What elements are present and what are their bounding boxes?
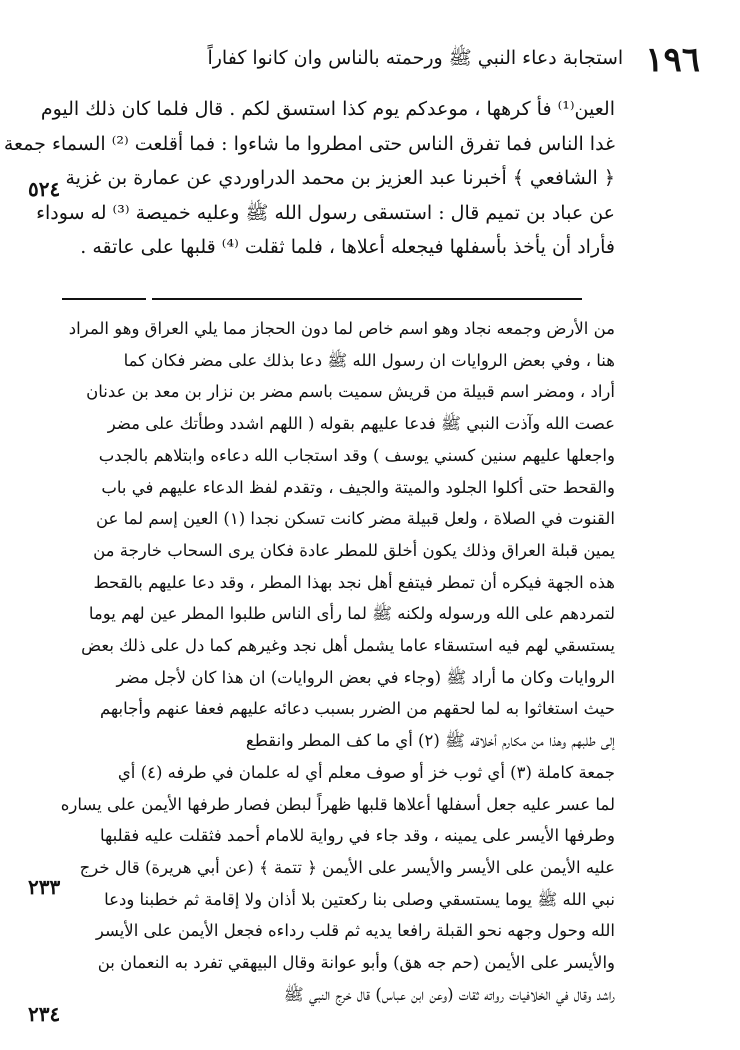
main-line: غدا الناس فما تفرق الناس حتى امطروا ما شاءوا : فما أقلعت ⁽²⁾ السماء جمعة (3, 132, 615, 155)
note-line: لما عسر عليه جعل أسفلها أعلاها قلبها ظهراً لبطن فصار طرفها الأيمن على يساره (60, 794, 615, 814)
note-number: ٢٣٤ (28, 1002, 61, 1026)
commentary-notes (60, 313, 615, 1010)
note-line: حيث استغاثوا به لما لحقهم من الضرر بسبب دعائه عليهم فعفا عنهم وأجابهم (99, 699, 615, 719)
note-line: وطرفها الأيسر على يمينه ، وقد جاء في رواية للامام أحمد فثقلت عليه فقلبها (100, 826, 615, 846)
note-line: القنوت في الصلاة ، ولعل قبيلة مضر كانت تسكن نجدا (١) العين إسم لما عن (95, 509, 615, 529)
main-line: ﴿ الشافعي ﴾ أخبرنا عبد العزيز بن محمد الدراوردي عن عمارة بن غزية (65, 167, 615, 189)
note-line: راشد وقال في الخلافيات رواته ثقات (وعن ابن عباس) قال خرج النبي ﷺ (283, 984, 615, 1004)
note-line: والقحط حتى أكلوا الجلود والميتة والجيف ، وتقدم لفظ الدعاء عليهم في باب (101, 477, 615, 497)
note-line: والأيسر على الأيمن (حم جه هق) وأبو عوانة وقال البيهقي تفرد به النعمان بن (97, 953, 615, 973)
note-line: أراد ، ومضر اسم قبيلة من قريش سميت باسم مضر بن نزار بن معد بن عدنان (86, 382, 615, 402)
note-line: من الأرض وجمعه نجاد وهو اسم خاص لما دون الحجاز مما يلي العراق وهو المراد (68, 319, 615, 338)
footnote-separator (62, 298, 582, 302)
main-line: فأراد أن يأخذ بأسفلها فيجعله أعلاها ، فلما ثقلت ⁽⁴⁾ قلبها على عاتقه . (80, 236, 615, 258)
note-line: عليه الأيمن على الأيسر والأيسر على الأيمن ﴿ تتمة ﴾ (عن أبي هريرة) قال خرج (79, 857, 615, 877)
note-line: لتمردهم على الله ورسوله ولكنه ﷺ لما رأى الناس طلبوا المطر عين لهم يوما (88, 604, 615, 624)
note-line: الروايات وكان ما أراد ﷺ (وجاء في بعض الروايات) ان هذا كان لأجل مضر (116, 667, 615, 687)
hadith-number: ٥٢٤ (28, 177, 61, 201)
separator-rule (152, 298, 582, 300)
note-line: هنا ، وفي بعض الروايات ان رسول الله ﷺ دعا بذلك على مضر فكان كما (123, 350, 615, 370)
running-header (80, 38, 700, 82)
note-line: واجعلها عليهم سنين كسني يوسف ) وقد استجاب الله دعاءه وابتلاهم بالجدب (98, 445, 615, 465)
note-line: عصت الله وآذت النبي ﷺ فدعا عليهم بقوله ( اللهم اشدد وطأتك على مضر (107, 414, 615, 434)
note-line: نبي الله ﷺ يوما يستسقي وصلى بنا ركعتين بلا أذان ولا إقامة ثم خطبنا ودعا (104, 889, 615, 909)
note-line: يستسقي لهم فيه استسقاء عاما يشمل أهل نجد وغيرهم كما دل على ذلك بعض (81, 636, 615, 656)
note-line: هذه الجهة فيكره أن تمطر فيتفع أهل نجد بهذا المطر ، وقد دعا عليهم بالقحط (93, 572, 615, 592)
page-number: ١٩٦ (645, 40, 700, 80)
note-line: يمين قبلة العراق وذلك يكون أخلق للمطر عادة فكان يرى السحاب خارجة من (93, 540, 615, 560)
note-line: الله وحول وجهه نحو القبلة رافعا يديه ثم قلب رداءه فجعل الأيمن على الأيسر (95, 921, 615, 941)
note-line: جمعة كاملة (٣) أي ثوب خز أو صوف معلم أي له علمان في طرفه (٤) أي (117, 762, 615, 782)
running-title: استجابة دعاء النبي ﷺ ورحمته بالناس وان كانوا كفاراً (207, 47, 624, 69)
separator-rule (62, 298, 146, 300)
note-line: إلى طلبهم وهذا من مكارم أخلاقه ﷺ (٢) أي ما كف المطر وانقطع (245, 731, 615, 751)
main-line: عن عباد بن تميم قال : استسقى رسول الله ﷺ وعليه خميصة ⁽³⁾ له سوداء (36, 201, 615, 224)
main-line: العين⁽¹⁾ فأ كرهها ، موعدكم يوم كذا استسق لكم . قال فلما كان ذلك اليوم (40, 98, 615, 120)
note-number: ٢٣٣ (28, 875, 61, 899)
